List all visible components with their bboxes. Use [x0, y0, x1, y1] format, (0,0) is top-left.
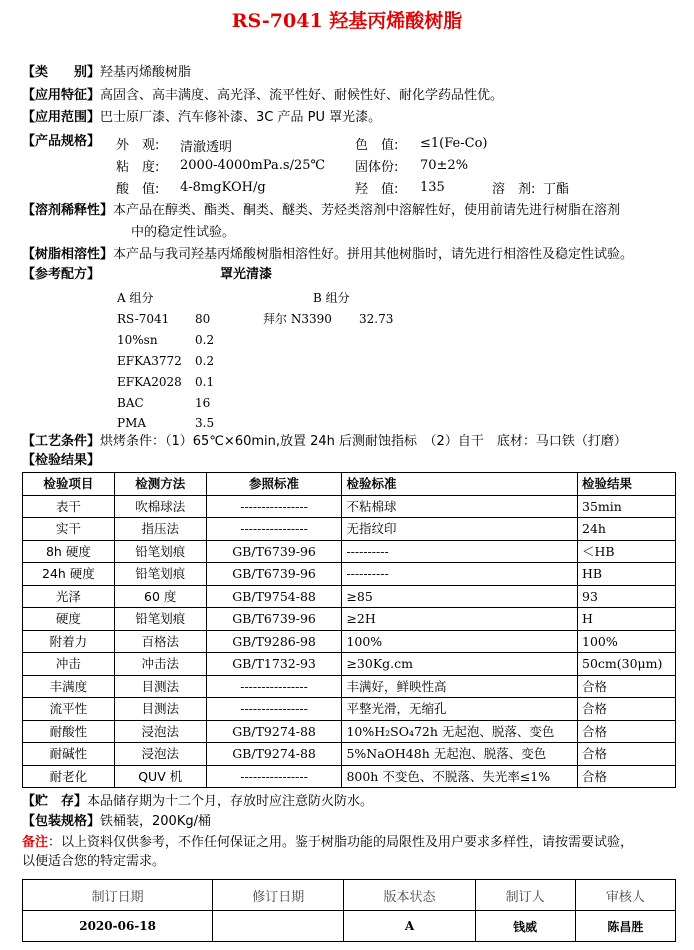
method-cell: 百格法	[114, 630, 206, 653]
formula-label: 【参考配方】	[22, 267, 101, 282]
formula-a-header: A 组分	[117, 291, 154, 305]
results-row	[23, 563, 676, 586]
formula-a-item-qty: 0.1	[195, 375, 215, 389]
formula-b-item-qty: 32.73	[359, 312, 394, 326]
remark-line1: ：以上资料仅供参考，不作任何保证之用。鉴于树脂功能的局限性及用户要求多样性，请按需要试验，	[48, 835, 634, 850]
method-cell: QUV 机	[114, 765, 206, 788]
criteria-cell: 平整光滑，无缩孔	[342, 698, 578, 721]
spec-appearance-key: 外 观:	[116, 138, 160, 153]
category-label: 【类 别】	[22, 65, 101, 80]
revision-header-cell: 修订日期	[213, 880, 344, 911]
storage-value: 本品储存期为十二个月，存放时应注意防火防水。	[87, 794, 374, 809]
result-cell: HB	[578, 563, 676, 586]
header-cell: 检验项目	[23, 473, 115, 496]
features-row	[22, 87, 503, 105]
results-row	[23, 540, 676, 563]
spec-solvent-value: 丁酯	[543, 182, 570, 197]
formula-a-item-qty: 16	[195, 396, 211, 410]
item-cell: 实干	[23, 518, 115, 541]
remark-label: 备注	[22, 835, 49, 850]
result-cell: 合格	[578, 765, 676, 788]
spec-label-row	[22, 133, 100, 151]
scope-label: 【应用范围】	[22, 110, 101, 125]
results-header-row	[23, 473, 676, 496]
packaging-label: 【包装规格】	[22, 814, 101, 829]
item-cell: 光泽	[23, 585, 115, 608]
spec-viscosity-value: 2000-4000mPa.s/25℃	[180, 158, 326, 173]
standard-ref-cell: ----------------	[206, 765, 342, 788]
item-cell: 耐老化	[23, 765, 115, 788]
revision-header-cell: 制订日期	[23, 880, 213, 911]
formula-a-item-name: EFKA3772	[117, 354, 182, 368]
formula-b-item-name: 拜尔 N3390	[263, 312, 332, 326]
spec-solvent-key: 溶 剂:	[492, 182, 536, 197]
standard-ref-cell: GB/T1732-93	[206, 653, 342, 676]
process-row	[22, 433, 627, 451]
formula-a-item-qty: 80	[195, 312, 211, 326]
scope-value: 巴士原厂漆、汽车修补漆、3C 产品 PU 罩光漆。	[100, 110, 382, 125]
formula-label-row	[22, 266, 100, 284]
method-cell: 浸泡法	[114, 720, 206, 743]
result-cell: 93	[578, 585, 676, 608]
formula-a-item-name: 10%sn	[117, 333, 158, 347]
remark-row	[22, 834, 633, 852]
revision-version-cell: A	[344, 911, 475, 942]
formula-a-item-qty: 0.2	[195, 333, 215, 347]
dilution-label: 【溶剂稀释性】	[22, 203, 114, 218]
criteria-cell: 800h 不变色、不脱落、失光率≤1%	[342, 765, 578, 788]
spec-hydroxyl-value: 135	[420, 180, 445, 195]
revision-reviewer-cell: 陈昌胜	[575, 911, 675, 942]
revision-value-row	[23, 911, 676, 942]
standard-ref-cell: ----------------	[206, 518, 342, 541]
result-cell: 合格	[578, 743, 676, 766]
revision-table	[22, 879, 676, 942]
result-cell: 24h	[578, 518, 676, 541]
spec-acid-value: 4-8mgKOH/g	[180, 180, 266, 195]
result-cell: 合格	[578, 698, 676, 721]
method-cell: 铅笔划痕	[114, 608, 206, 631]
item-cell: 耐酸性	[23, 720, 115, 743]
criteria-cell: 不粘棉球	[342, 495, 578, 518]
item-cell: 冲击	[23, 653, 115, 676]
results-row	[23, 585, 676, 608]
result-cell: ＜HB	[578, 540, 676, 563]
item-cell: 丰满度	[23, 675, 115, 698]
formula-name: 罩光清漆	[220, 267, 273, 282]
revision-header-cell: 版本状态	[344, 880, 475, 911]
results-label-row	[22, 452, 100, 470]
results-row	[23, 698, 676, 721]
spec-color-value: ≤1(Fe-Co)	[420, 136, 488, 151]
results-row	[23, 608, 676, 631]
spec-solids-value: 70±2%	[420, 158, 469, 173]
criteria-cell: ≥85	[342, 585, 578, 608]
standard-ref-cell: ----------------	[206, 675, 342, 698]
standard-ref-cell: GB/T6739-96	[206, 540, 342, 563]
header-cell: 检测方法	[114, 473, 206, 496]
header-cell: 检验结果	[578, 473, 676, 496]
process-value: 烘烤条件：（1）65℃×60min,放置 24h 后测耐蚀指标 （2）自干 底材：马口铁（打磨）	[100, 434, 627, 449]
storage-label: 【贮 存】	[22, 794, 88, 809]
criteria-cell: ≥30Kg.cm	[342, 653, 578, 676]
method-cell: 60 度	[114, 585, 206, 608]
standard-ref-cell: GB/T9754-88	[206, 585, 342, 608]
packaging-row	[22, 813, 211, 831]
method-cell: 铅笔划痕	[114, 540, 206, 563]
method-cell: 浸泡法	[114, 743, 206, 766]
results-row	[23, 743, 676, 766]
result-cell: 合格	[578, 675, 676, 698]
criteria-cell: ----------	[342, 563, 578, 586]
item-cell: 附着力	[23, 630, 115, 653]
storage-row	[22, 793, 373, 811]
header-cell: 检验标准	[342, 473, 578, 496]
formula-a-item-name: EFKA2028	[117, 375, 182, 389]
spec-acid-key: 酸 值:	[116, 182, 160, 197]
formula-b-header: B 组分	[313, 291, 350, 305]
item-cell: 耐碱性	[23, 743, 115, 766]
criteria-cell: 10%H₂SO₄72h 无起泡、脱落、变色	[342, 720, 578, 743]
formula-a-item-name: RS-7041	[117, 312, 170, 326]
header-cell: 参照标准	[206, 473, 342, 496]
spec-hydroxyl-key: 羟 值:	[355, 182, 399, 197]
formula-a-item-name: BAC	[117, 396, 144, 410]
features-value: 高固含、高丰满度、高光泽、流平性好、耐候性好、耐化学药品性优。	[100, 88, 504, 103]
compat-value: 本产品与我司羟基丙烯酸树脂相溶性好。拼用其他树脂时，请先进行相溶性及稳定性试验。	[113, 247, 634, 262]
process-label: 【工艺条件】	[22, 434, 101, 449]
remark-line2: 以便适合您的特定需求。	[22, 854, 166, 869]
document-title: RS-7041 羟基丙烯酸树脂	[231, 10, 463, 32]
results-row	[23, 630, 676, 653]
compat-label: 【树脂相溶性】	[22, 247, 114, 262]
standard-ref-cell: GB/T9274-88	[206, 743, 342, 766]
standard-ref-cell: GB/T6739-96	[206, 608, 342, 631]
criteria-cell: 无指纹印	[342, 518, 578, 541]
item-cell: 24h 硬度	[23, 563, 115, 586]
result-cell: 35min	[578, 495, 676, 518]
category-value: 羟基丙烯酸树脂	[100, 65, 192, 80]
dilution-row	[22, 202, 620, 220]
standard-ref-cell: ----------------	[206, 698, 342, 721]
formula-a-item-qty: 0.2	[195, 354, 215, 368]
standard-ref-cell: GB/T9274-88	[206, 720, 342, 743]
scope-row	[22, 109, 381, 127]
criteria-cell: 5%NaOH48h 无起泡、脱落、变色	[342, 743, 578, 766]
revision-modified-date-cell	[213, 911, 344, 942]
results-row	[23, 653, 676, 676]
result-cell: 合格	[578, 720, 676, 743]
spec-solids-key: 固体份:	[355, 160, 399, 175]
method-cell: 指压法	[114, 518, 206, 541]
features-label: 【应用特征】	[22, 88, 101, 103]
spec-appearance-value: 清澈透明	[180, 140, 233, 155]
standard-ref-cell: ----------------	[206, 495, 342, 518]
method-cell: 目测法	[114, 675, 206, 698]
results-table	[22, 472, 676, 788]
revision-author-cell: 钱威	[475, 911, 575, 942]
criteria-cell: ----------	[342, 540, 578, 563]
dilution-line2: 中的稳定性试验。	[131, 225, 236, 240]
item-cell: 表干	[23, 495, 115, 518]
packaging-value: 铁桶装，200Kg/桶	[100, 814, 211, 829]
spec-viscosity-key: 粘 度:	[116, 160, 160, 175]
revision-header-row	[23, 880, 676, 911]
results-label: 【检验结果】	[22, 453, 101, 468]
standard-ref-cell: GB/T9286-98	[206, 630, 342, 653]
method-cell: 铅笔划痕	[114, 563, 206, 586]
item-cell: 硬度	[23, 608, 115, 631]
item-cell: 8h 硬度	[23, 540, 115, 563]
standard-ref-cell: GB/T6739-96	[206, 563, 342, 586]
criteria-cell: 100%	[342, 630, 578, 653]
result-cell: 100%	[578, 630, 676, 653]
criteria-cell: 丰满好，鲜映性高	[342, 675, 578, 698]
results-row	[23, 720, 676, 743]
results-row	[23, 518, 676, 541]
spec-color-key: 色 值:	[355, 138, 399, 153]
spec-label: 【产品规格】	[22, 134, 101, 149]
revision-header-cell: 制订人	[475, 880, 575, 911]
result-cell: 50cm(30μm)	[578, 653, 676, 676]
formula-a-item-name: PMA	[117, 416, 147, 430]
revision-header-cell: 审核人	[575, 880, 675, 911]
compat-row	[22, 246, 633, 264]
revision-date-cell: 2020-06-18	[23, 911, 213, 942]
result-cell: H	[578, 608, 676, 631]
results-row	[23, 675, 676, 698]
method-cell: 吹棉球法	[114, 495, 206, 518]
dilution-line1: 本产品在醇类、酯类、酮类、醚类、芳烃类溶剂中溶解性好，使用前请先进行树脂在溶剂	[113, 203, 621, 218]
results-row	[23, 495, 676, 518]
method-cell: 目测法	[114, 698, 206, 721]
category-row	[22, 64, 191, 82]
item-cell: 流平性	[23, 698, 115, 721]
method-cell: 冲击法	[114, 653, 206, 676]
criteria-cell: ≥2H	[342, 608, 578, 631]
formula-a-item-qty: 3.5	[195, 416, 215, 430]
results-row	[23, 765, 676, 788]
